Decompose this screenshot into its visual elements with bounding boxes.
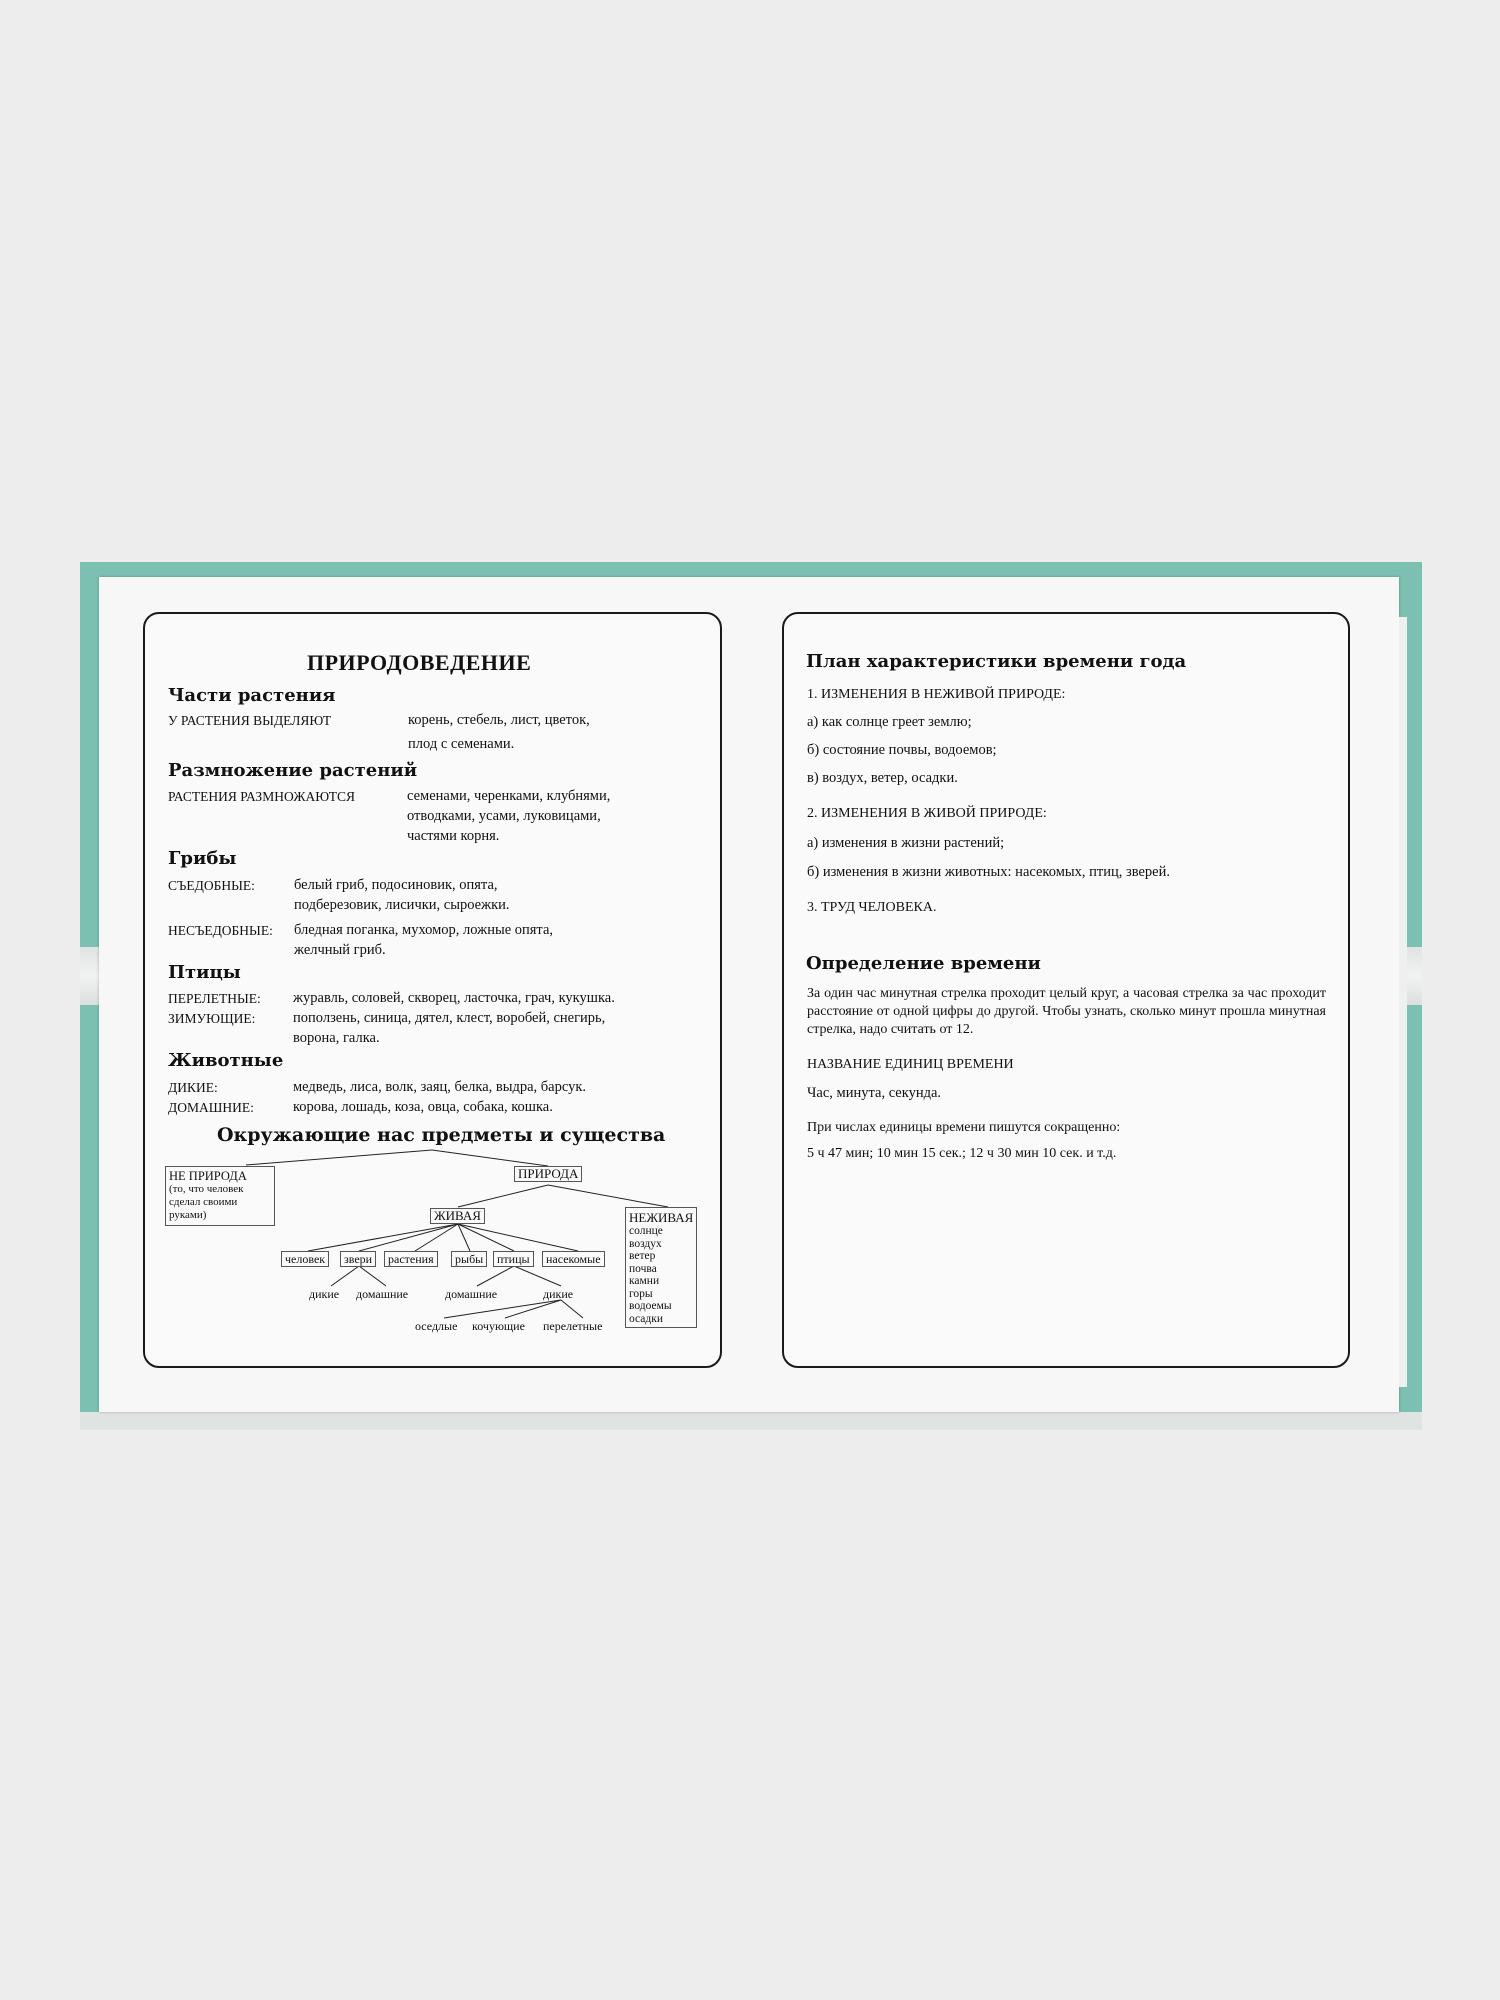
nonliving-item: осадки [629,1312,663,1325]
birds-wild: дикие [543,1287,574,1301]
example-line: 5 ч 47 мин; 10 мин 15 сек.; 12 ч 30 мин 10 сек. и т.д. [807,1146,1117,1161]
reproduction-line-2: отводками, усами, луковицами, [407,808,601,824]
diagram-heading: Окружающие нас предметы и существа [217,1124,666,1146]
box-living: ЖИВАЯ [430,1208,485,1224]
plan-item-1b: б) состояние почвы, водоемов; [807,742,997,758]
plan-item-2a: а) изменения в жизни растений; [807,835,1005,851]
wild-animals-line: медведь, лиса, волк, заяц, белка, выдра, барсук. [293,1079,587,1095]
plan-heading: План характеристики времени года [806,651,1187,672]
units-heading: НАЗВАНИЕ ЕДИНИЦ ВРЕМЕНИ [807,1057,1014,1072]
reproduction-line-1: семенами, черенками, клубнями, [407,788,611,804]
inedible-line-1: бледная поганка, мухомор, ложные опята, [294,922,554,938]
inedible-label: НЕСЪЕДОБНЫЕ: [168,923,273,938]
birds-domestic: домашние [445,1287,498,1301]
nonliving-item: почва [629,1262,657,1275]
nonliving-item: горы [629,1287,653,1300]
beasts-wild: дикие [309,1287,340,1301]
not-nature-label: НЕ ПРИРОДА [169,1169,247,1183]
wild-animals-label: ДИКИЕ: [168,1080,218,1095]
box-fish: рыбы [451,1251,487,1267]
section-heading-mushrooms: Грибы [168,848,237,869]
edible-line-2: подберезовик, лисички, сыроежки. [294,897,510,913]
nonliving-item: солнце [629,1225,663,1237]
not-nature-note-3: руками) [169,1209,207,1221]
nonliving-label: НЕЖИВАЯ [629,1210,694,1225]
plan-item-2: 2. ИЗМЕНЕНИЯ В ЖИВОЙ ПРИРОДЕ: [807,806,1047,821]
units-line: Час, минута, секунда. [807,1085,942,1101]
box-beasts: звери [340,1251,376,1267]
beasts-domestic: домашние [356,1287,409,1301]
inedible-line-2: желчный гриб. [294,942,386,958]
reproduction-label: РАСТЕНИЯ РАЗМНОЖАЮТСЯ [168,789,355,804]
not-nature-note-2: сделал своими [169,1196,238,1208]
migratory-line: журавль, соловей, скворец, ласточка, грач, кукушка. [293,990,615,1006]
birds-migratory: перелетные [543,1319,603,1333]
plan-item-1: 1. ИЗМЕНЕНИЯ В НЕЖИВОЙ ПРИРОДЕ: [807,687,1066,702]
box-nature: ПРИРОДА [514,1166,582,1182]
domestic-animals-label: ДОМАШНИЕ: [168,1100,254,1115]
nonliving-item: камни [629,1275,660,1287]
plant-parts-label: У РАСТЕНИЯ ВЫДЕЛЯЮТ [168,713,332,728]
wintering-line-1: поползень, синица, дятел, клест, воробей, снегирь, [293,1010,606,1026]
abbreviation-line: При числах единицы времени пишутся сокращенно: [807,1120,1121,1135]
page-title: ПРИРОДОВЕДЕНИЕ [307,650,532,675]
section-heading-reproduction: Размножение растений [168,760,418,781]
nonliving-item: воздух [629,1237,662,1250]
box-not-nature [165,1166,275,1226]
nonliving-item: ветер [629,1250,656,1262]
domestic-animals-line: корова, лошадь, коза, овца, собака, кошка. [293,1099,553,1115]
box-plants: растения [384,1251,438,1267]
section-heading-birds: Птицы [168,962,241,983]
time-paragraph: За один час минутная стрелка проходит целый круг, а часовая стрелка за час проходит расстояние от одной цифры до другой. Чтобы узнать, сколько минут прошла минутная стрелка, надо считать от 12. [807,986,1326,1037]
wintering-label: ЗИМУЮЩИЕ: [168,1011,256,1026]
time-heading: Определение времени [806,953,1041,974]
reproduction-line-3: частями корня. [407,828,500,844]
box-birds: птицы [493,1251,534,1267]
section-heading-plant-parts: Части растения [168,685,336,706]
plant-parts-line-2: плод с семенами. [408,736,515,752]
plan-item-3: 3. ТРУД ЧЕЛОВЕКА. [807,900,937,915]
box-insects: насекомые [542,1251,605,1267]
birds-nomadic: кочующие [472,1319,525,1333]
migratory-label: ПЕРЕЛЕТНЫЕ: [168,991,261,1006]
birds-sedentary: оседлые [415,1319,458,1333]
plan-item-1c: в) воздух, ветер, осадки. [807,770,958,786]
not-nature-note-1: (то, что человек [169,1183,244,1195]
box-human: человек [281,1251,329,1267]
plant-parts-line-1: корень, стебель, лист, цветок, [408,712,590,728]
box-nonliving [625,1207,697,1328]
wintering-line-2: ворона, галка. [293,1030,380,1046]
plan-item-1a: а) как солнце греет землю; [807,714,972,730]
edible-label: СЪЕДОБНЫЕ: [168,878,255,893]
plan-item-2b: б) изменения в жизни животных: насекомых, птиц, зверей. [807,864,1170,880]
section-heading-animals: Животные [168,1050,284,1071]
nonliving-item: водоемы [629,1300,672,1312]
edible-line-1: белый гриб, подосиновик, опята, [294,877,498,893]
